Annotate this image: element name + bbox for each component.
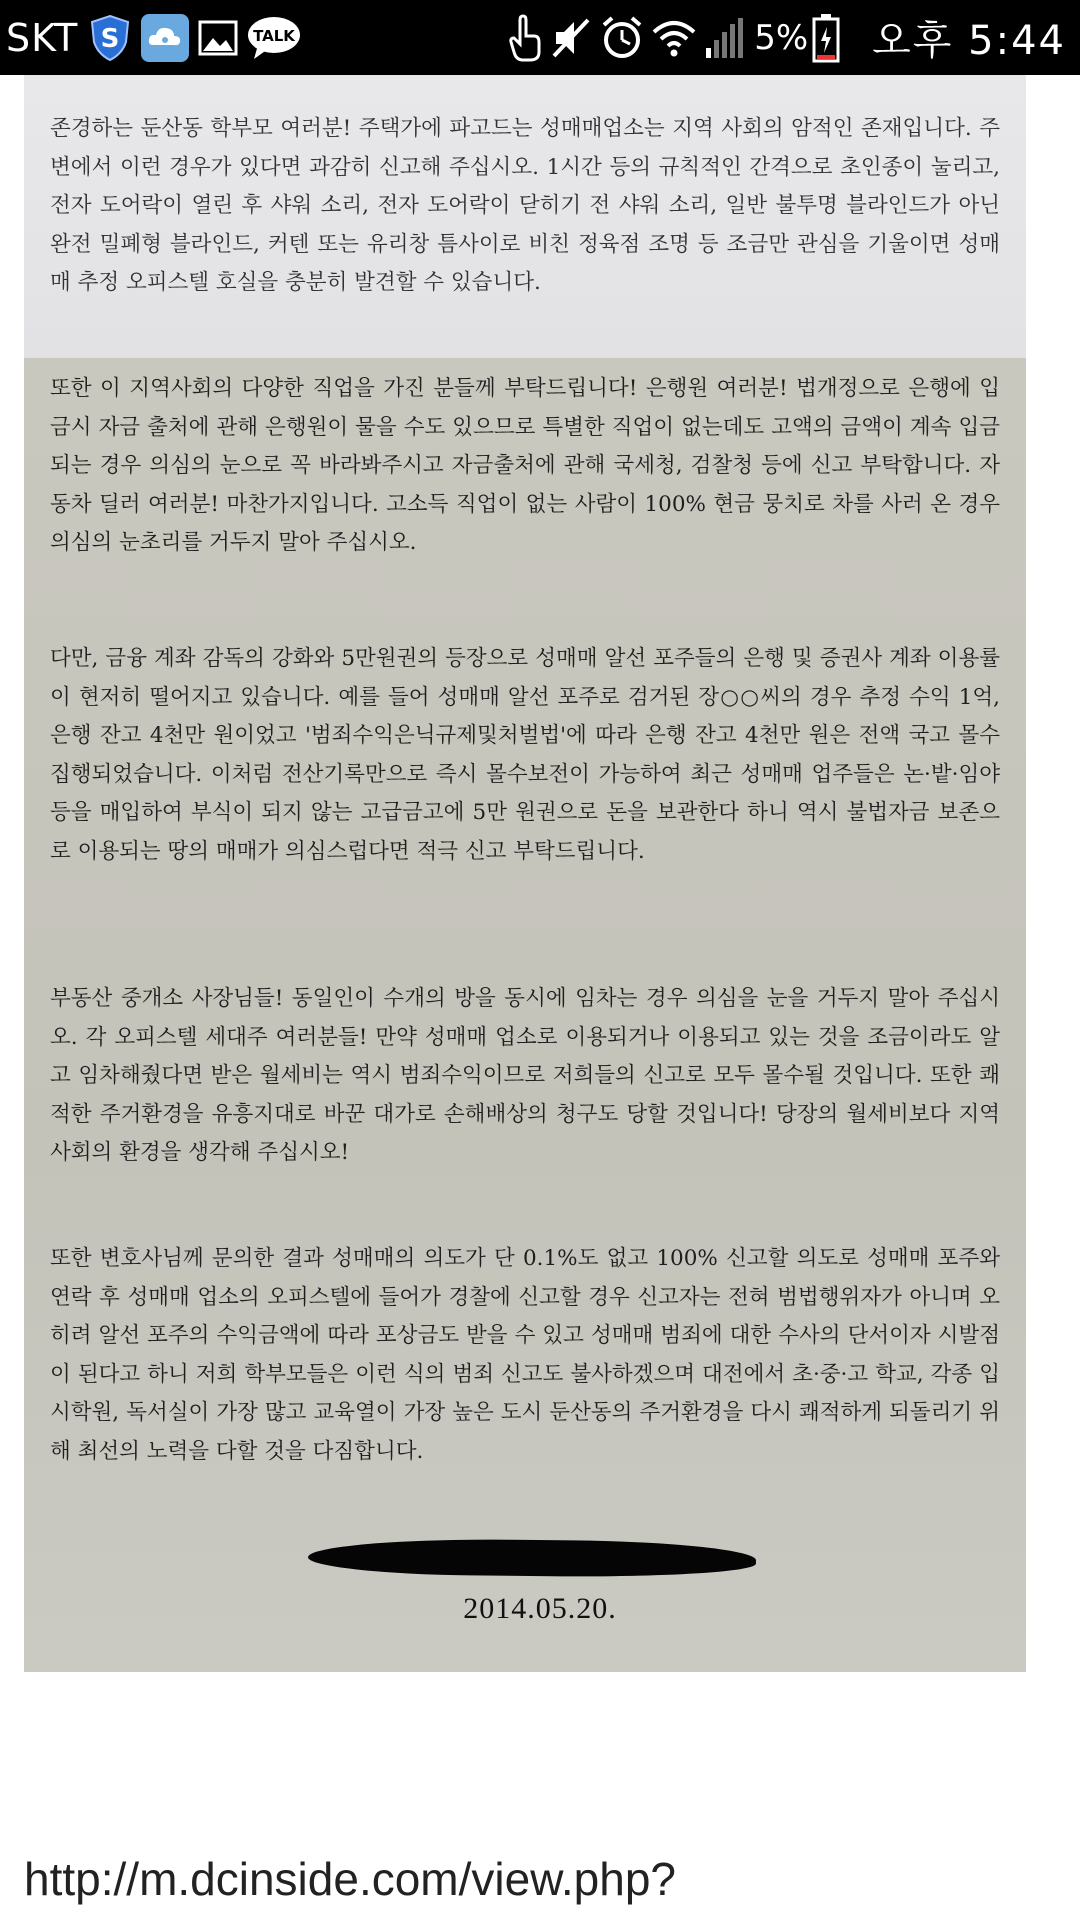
signal-icon [704, 11, 744, 65]
talk-badge: TALK [253, 26, 296, 45]
document-date: 2014.05.20. [463, 1592, 617, 1625]
source-url-link[interactable]: http://m.dcinside.com/view.php? [24, 1853, 676, 1905]
alarm-icon [600, 11, 644, 65]
signature-block [0, 1540, 1080, 1580]
cloud-icon [140, 11, 190, 65]
status-bar [0, 0, 1080, 75]
battery-percent: 5% [754, 17, 809, 58]
wifi-icon [652, 11, 696, 65]
battery-icon [812, 11, 840, 65]
redaction-mark [308, 1538, 756, 1579]
svg-text:S: S [100, 23, 120, 54]
document-paragraph: 부동산 중개소 사장님들! 동일인이 수개의 방을 동시에 임차는 경우 의심을 눈을 거두지 말아 주십시오. 각 오피스텔 세대주 여러분들! 만약 성매매 업소로 이용되거나 이용되고 있는 것을 조금이라도 알고 임차해줬다면 받은 월세비는 역시 범죄수익이므로 저희들의 신고로 모두 몰수될 것입니다. 또한 쾌적한 주거환경을 유흥지대로 바꾼 대가로 손해배상의 청구도 당할 것입니다! 당장의 월세비보다 지역사회의 환경을 생각해 주십시오! [50, 986, 1000, 1165]
document-paragraph: 또한 변호사님께 문의한 결과 성매매의 의도가 단 0.1%도 없고 100% 신고할 의도로 성매매 포주와 연락 후 성매매 업소의 오피스텔에 들어가 경찰에 신고할 경우 신고자는 전혀 범법행위자가 아니며 오히려 알선 포주의 수익금액에 따라 포상금도 받을 수 있고 성매매 범죄에 대한 수사의 단서이자 시발점이 된다고 하니 저희 학부모들은 이런 식의 범죄 신고도 불사하겠으며 대전에서 초·중·고 학교, 각종 입시학원, 독서실이 가장 많고 교육열이 가장 높은 도시 둔산동의 주거환경을 다시 쾌적하게 되돌리기 위해 최선의 노력을 다할 것을 다짐합니다. [50, 1246, 1000, 1464]
carrier-label: SKT [6, 15, 79, 60]
mute-icon [550, 11, 592, 65]
document-paragraph: 다만, 금융 계좌 감독의 강화와 5만원권의 등장으로 성매매 알선 포주들의 은행 및 증권사 계좌 이용률이 현저히 떨어지고 있습니다. 예를 들어 성매매 알선 포주로 검거된 장○○씨의 경우 추정 수익 1억, 은행 잔고 4천만 원이었고 '범죄수익은닉규제및처벌법'에 따라 은행 잔고 4천만 원은 전액 국고 몰수 집행되었습니다. 이처럼 전산기록만으로 즉시 몰수보전이 가능하여 최근 성매매 업주들은 논·밭·임야 등을 매입하여 부식이 되지 않는 고급금고에 5만 원권으로 돈을 보관한다 하니 역시 불법자금 보존으로 이용되는 땅의 매매가 의심스럽다면 적극 신고 부탁드립니다. [50, 646, 1000, 864]
system-status [508, 0, 1066, 75]
document-paragraph: 존경하는 둔산동 학부모 여러분! 주택가에 파고드는 성매매업소는 지역 사회의 암적인 존재입니다. 주변에서 이런 경우가 있다면 과감히 신고해 주십시오. 1시간 등의 규칙적인 간격으로 초인종이 눌리고, 전자 도어락이 열린 후 샤워 소리, 전자 도어락이 닫히기 전 샤워 소리, 일반 불투명 블라인드가 아닌 완전 밀폐형 블라인드, 커텐 또는 유리창 틈사이로 비친 정육점 조명 등 조금만 관심을 기울이면 성매매 추정 오피스텔 호실을 충분히 발견할 수 있습니다. [50, 116, 1000, 295]
touch-icon [508, 11, 542, 65]
image-icon [198, 11, 238, 65]
shield-icon [88, 11, 132, 65]
talk-icon [246, 11, 302, 65]
document-paragraph: 또한 이 지역사회의 다양한 직업을 가진 분들께 부탁드립니다! 은행원 여러분! 법개정으로 은행에 입금시 자금 출처에 관해 은행원이 물을 수도 있으므로 특별한 직업이 없는데도 고액의 금액이 계속 입금되는 경우 의심의 눈으로 꼭 바라봐주시고 자금출처에 관해 국세청, 검찰청 등에 신고 부탁합니다. 자동차 딜러 여러분! 마찬가지입니다. 고소득 직업이 없는 사람이 100% 현금 뭉치로 차를 사러 온 경우 의심의 눈초리를 거두지 말아 주십시오. [50, 376, 1000, 555]
clock: 오후 5:44 [872, 18, 1066, 64]
